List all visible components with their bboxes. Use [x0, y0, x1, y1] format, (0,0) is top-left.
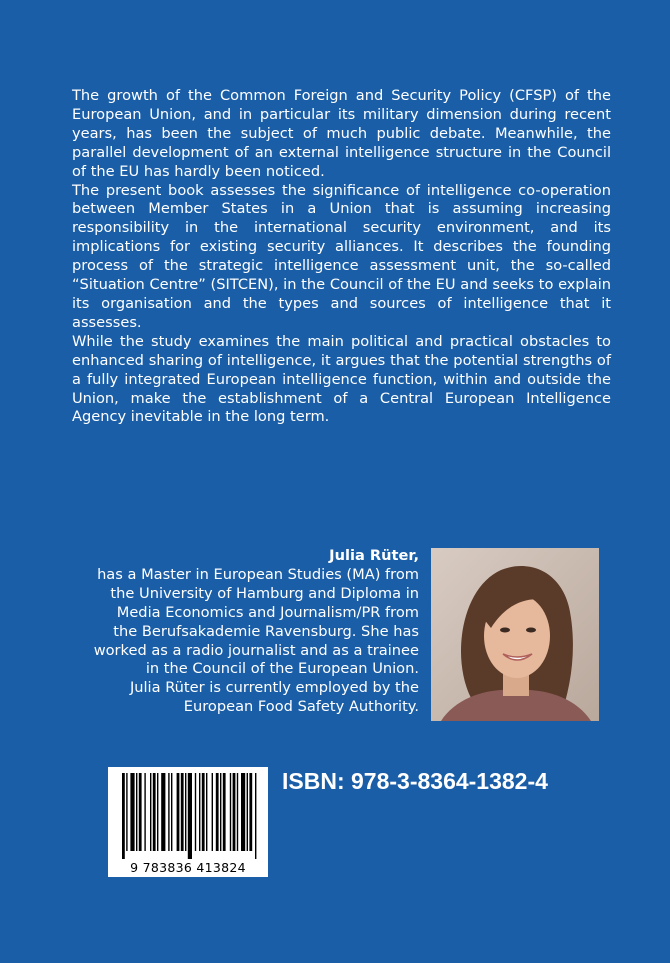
barcode-bar: [157, 773, 158, 851]
barcode-bar: [181, 773, 184, 851]
barcode-bar: [206, 773, 207, 851]
barcode-bar: [199, 773, 200, 851]
barcode-bar: [185, 773, 186, 851]
barcode-bar: [233, 773, 236, 851]
barcode-bar: [171, 773, 172, 851]
barcode-bar: [153, 773, 156, 851]
author-photo: [431, 548, 599, 721]
barcode: [108, 767, 268, 877]
barcode-bar: [139, 773, 142, 851]
blurb-paragraph-2: The present book assesses the significance of intelligence co-operation between Member States in a Union that is assuming increasing responsibility in the international security environment, and its implications for existing security alliances. It describes the founding process of the strategic intelligence assessment unit, the so-called “Situation Centre” (SITCEN), in the Council of the EU and seeks to explain its organisation and the types and sources of intelligence that it assesses.: [72, 181, 611, 331]
blurb-paragraph-3: While the study examines the main political and practical obstacles to enhanced sharing of intelligence, it argues that the potential strengths of a fully integrated European intelligence function, within and outside the Union, make the establishment of a Central European Intelligence Agency inevitable in the long term.: [72, 332, 611, 426]
barcode-bar: [144, 773, 145, 851]
barcode-bar: [223, 773, 226, 851]
isbn-label: ISBN: 978-3-8364-1382-4: [282, 768, 548, 794]
barcode-bar: [230, 773, 231, 851]
barcode-bar: [241, 773, 245, 851]
author-bio-text: has a Master in European Studies (MA) from the University of Hamburg and Diploma in Media Economics and Journalism/PR from the Berufsakademie Ravensburg. She has worked as a radio journalist and as a trainee in the Council of the European Union.: [93, 565, 419, 678]
barcode-digits: 9 783836 413824: [130, 860, 246, 875]
barcode-bar: [126, 773, 127, 851]
author-name: Julia Rüter,: [329, 547, 419, 564]
barcode-bar: [130, 773, 134, 851]
barcode-bar: [122, 773, 125, 859]
barcode-bar: [150, 773, 151, 851]
author-bio: [92, 547, 419, 717]
barcode-bar: [212, 773, 213, 851]
back-cover-blurb: [72, 87, 611, 427]
barcode-bar: [220, 773, 221, 851]
barcode-bar: [168, 773, 169, 851]
barcode-bar: [249, 773, 252, 851]
barcode-bar: [177, 773, 180, 851]
barcode-bar: [136, 773, 137, 851]
barcode-bar: [195, 773, 196, 851]
author-current-position: Julia Rüter is currently employed by the European Food Safety Authority.: [129, 679, 419, 716]
barcode-bars: [108, 767, 268, 861]
barcode-bar: [247, 773, 248, 851]
barcode-bar: [255, 773, 256, 859]
blurb-paragraph-1: The growth of the Common Foreign and Security Policy (CFSP) of the European Union, and in particular its military dimension during recent years, has been the subject of much public debate. Meanwhile, the parallel development of an external intelligence structure in the Council of the EU has hardly been noticed.: [72, 87, 611, 180]
barcode-bar: [161, 773, 165, 851]
barcode-bar: [188, 773, 192, 859]
barcode-bar: [237, 773, 238, 851]
barcode-bar: [216, 773, 219, 851]
barcode-bar: [202, 773, 205, 851]
